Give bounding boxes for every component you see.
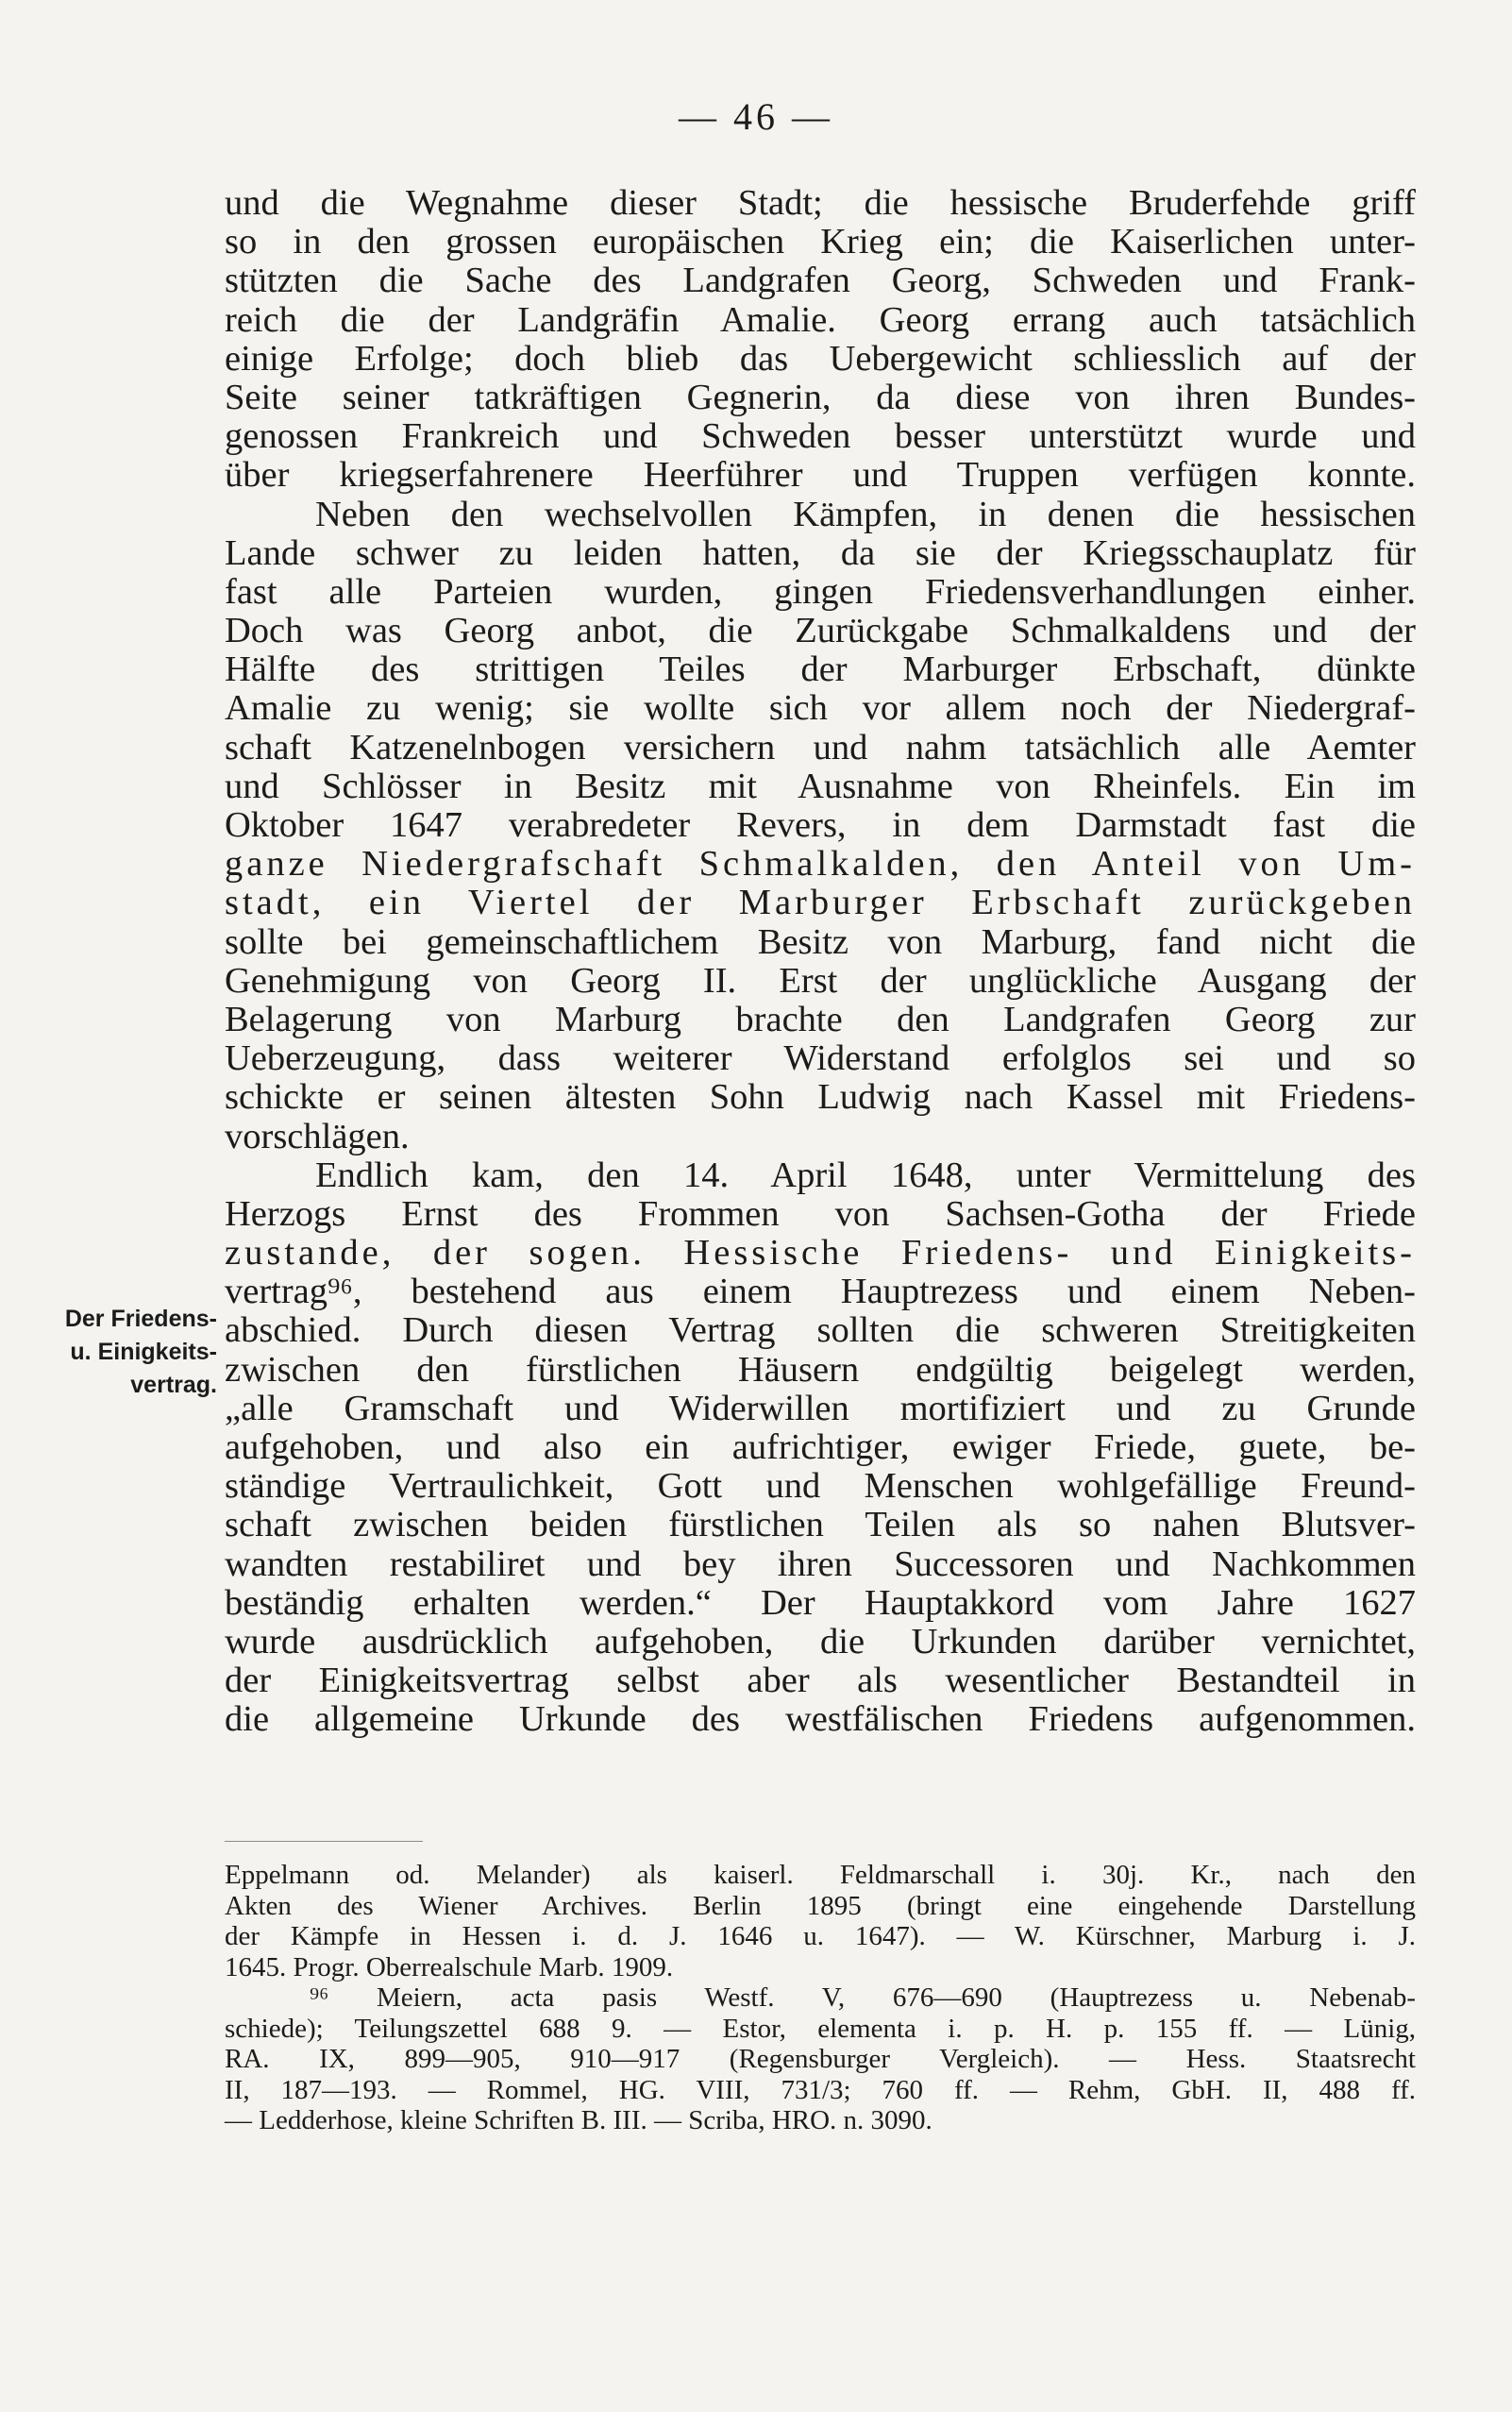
text-line: Endlich kam, den 14. April 1648, unter Vermittelung des xyxy=(315,1155,1416,1195)
text-line: Neben den wechselvollen Kämpfen, in denen die hessischen xyxy=(315,494,1416,534)
text-line: ganze Niedergrafschaft Schmalkalden, den Anteil von Um- xyxy=(225,844,1416,885)
text-line: Doch was Georg anbot, die Zurückgabe Schmalkaldens und der xyxy=(225,611,1416,651)
text-line: einige Erfolge; doch blieb das Uebergewicht schliesslich auf der xyxy=(225,338,1416,379)
footnote-line: ⁹⁶ Meiern, acta pasis Westf. V, 676—690 (Hauptrezess u. Nebenab- xyxy=(310,1982,1416,2013)
text-line: aufgehoben, und also ein aufrichtiger, ewiger Friede, guete, be- xyxy=(225,1427,1416,1467)
text-line: die allgemeine Urkunde des westfälischen Friedens aufgenommen. xyxy=(225,1699,1416,1740)
text-line: wurde ausdrücklich aufgehoben, die Urkunden darüber vernichtet, xyxy=(225,1621,1416,1661)
margin-note xyxy=(28,1303,217,1402)
text-line: und Schlösser in Besitz mit Ausnahme von Rheinfels. Ein im xyxy=(225,766,1416,806)
text-line: über kriegserfahrenere Heerführer und Truppen verfügen konnte. xyxy=(225,455,1416,496)
text-line: abschied. Durch diesen Vertrag sollten die schweren Streitigkeiten xyxy=(225,1310,1416,1351)
text-line: stützten die Sache des Landgrafen Georg, Schweden und Frank- xyxy=(225,261,1416,301)
text-line: der Einigkeitsvertrag selbst aber als wesentlicher Bestandteil in xyxy=(225,1661,1416,1701)
text-line: Seite seiner tatkräftigen Gegnerin, da diese von ihren Bundes- xyxy=(225,377,1416,417)
text-line: Amalie zu wenig; sie wollte sich vor allem noch der Niedergraf- xyxy=(225,688,1416,729)
text-line: „alle Gramschaft und Widerwillen mortifiziert und zu Grunde xyxy=(225,1388,1416,1428)
footnote-line: Eppelmann od. Melander) als kaiserl. Feldmarschall i. 30j. Kr., nach den xyxy=(225,1860,1416,1890)
page-number: — 46 — xyxy=(679,95,833,138)
text-line: Belagerung von Marburg brachte den Landgrafen Georg zur xyxy=(225,999,1416,1039)
text-line: ständige Vertraulichkeit, Gott und Menschen wohlgefällige Freund- xyxy=(225,1466,1416,1507)
footnote-line: 1645. Progr. Oberrealschule Marb. 1909. xyxy=(225,1951,674,1982)
footnote-line: Akten des Wiener Archives. Berlin 1895 (bringt eine eingehende Darstellung xyxy=(225,1890,1416,1921)
margin-note-line: u. Einigkeits- xyxy=(70,1339,217,1365)
margin-note-line: vertrag. xyxy=(130,1372,217,1398)
margin-note-line: Der Friedens- xyxy=(64,1306,217,1332)
footnote-line: der Kämpfe in Hessen i. d. J. 1646 u. 1647). — W. Kürschner, Marburg i. J. xyxy=(225,1921,1416,1951)
text-line: Ueberzeugung, dass weiterer Widerstand erfolglos sei und so xyxy=(225,1038,1416,1079)
text-line: stadt, ein Viertel der Marburger Erbschaft zurückgeben xyxy=(225,883,1416,923)
text-line: Herzogs Ernst des Frommen von Sachsen-Gotha der Friede xyxy=(225,1193,1416,1234)
text-line: so in den grossen europäischen Krieg ein; die Kaiserlichen unter- xyxy=(225,222,1416,262)
text-line: zwischen den fürstlichen Häusern endgültig beigelegt werden, xyxy=(225,1349,1416,1390)
text-line: vorschlägen. xyxy=(225,1116,410,1156)
footnote-line: — Ledderhose, kleine Schriften B. III. — Scriba, HRO. n. 3090. xyxy=(225,2105,932,2135)
text-line: Genehmigung von Georg II. Erst der unglückliche Ausgang der xyxy=(225,960,1416,1001)
footnote-line: RA. IX, 899—905, 910—917 (Regensburger Vergleich). — Hess. Staatsrecht xyxy=(225,2044,1416,2074)
text-line: und die Wegnahme dieser Stadt; die hessische Bruderfehde griff xyxy=(225,183,1416,223)
text-line: wandten restabiliret und bey ihren Successoren und Nachkommen xyxy=(225,1543,1416,1584)
text-line: Oktober 1647 verabredeter Revers, in dem Darmstadt fast die xyxy=(225,805,1416,845)
text-line: vertrag⁹⁶, bestehend aus einem Hauptrezess und einem Neben- xyxy=(225,1272,1416,1312)
text-line: schaft zwischen beiden fürstlichen Teilen als so nahen Blutsver- xyxy=(225,1505,1416,1545)
text-line: genossen Frankreich und Schweden besser unterstützt wurde und xyxy=(225,416,1416,457)
footnote-line: II, 187—193. — Rommel, HG. VIII, 731/3; 760 ff. — Rehm, GbH. II, 488 ff. xyxy=(225,2074,1416,2105)
text-line: zustande, der sogen. Hessische Friedens- und Einigkeits- xyxy=(225,1233,1416,1273)
footnotes xyxy=(225,1860,1416,2136)
footnote-divider xyxy=(225,1841,423,1842)
text-line: sollte bei gemeinschaftlichem Besitz von Marburg, fand nicht die xyxy=(225,921,1416,962)
footnote-line: schiede); Teilungszettel 688 9. — Estor, elementa i. p. H. p. 155 ff. — Lünig, xyxy=(225,2013,1416,2044)
text-line: fast alle Parteien wurden, gingen Friedensverhandlungen einher. xyxy=(225,571,1416,612)
text-line: beständig erhalten werden.“ Der Hauptakkord vom Jahre 1627 xyxy=(225,1582,1416,1623)
text-line: reich die der Landgräfin Amalie. Georg errang auch tatsächlich xyxy=(225,299,1416,340)
text-line: schickte er seinen ältesten Sohn Ludwig nach Kassel mit Friedens- xyxy=(225,1077,1416,1118)
text-line: Hälfte des strittigen Teiles der Marburger Erbschaft, dünkte xyxy=(225,649,1416,690)
text-line: schaft Katzenelnbogen versichern und nahm tatsächlich alle Aemter xyxy=(225,727,1416,767)
main-text-block xyxy=(225,184,1416,1740)
text-line: Lande schwer zu leiden hatten, da sie der Kriegsschauplatz für xyxy=(225,532,1416,573)
